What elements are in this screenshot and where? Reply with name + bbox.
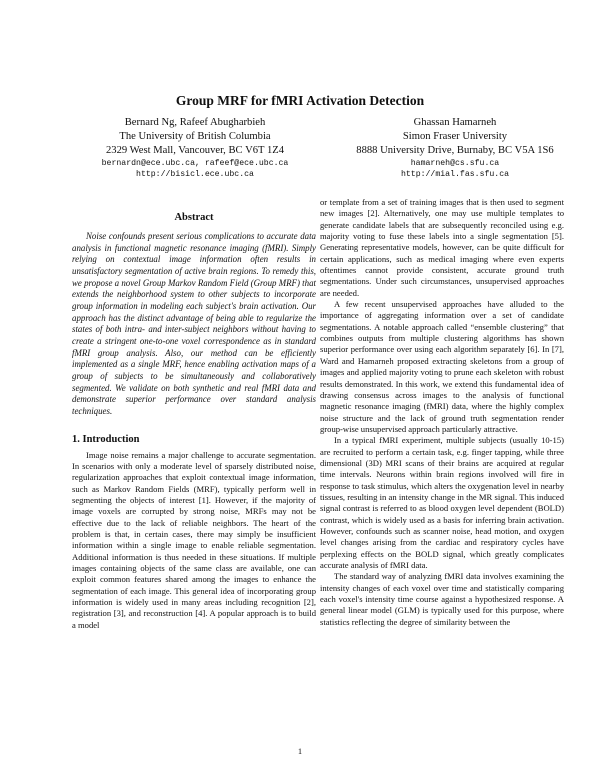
intro-paragraph-3: In a typical fMRI experiment, multiple subjects (usually 10-15) are recruited to perform a certain task, e.g. finger tapping, while three dimensional (3D) MRI scans of their brains are acquired at regular time intervals. Neurons within brain regions involved will fire in response to task stimulus, which alters the oxygenation level in nearby tissues, resulting in an intensity change in the MR signal. This induced signal contrast is referred to as blood oxygen level dependent (BOLD) contrast, which is widely used as a basis for inferring brain activation. However, confounds such as scanner noise, head motion, and oxygen level changes arising from the cardiac and respiratory cycles have perplexing effects on the BOLD signal, which greatly complicates accurate analysis of fMRI data. (320, 435, 564, 570)
author-url: http://bisicl.ece.ubc.ca (136, 170, 254, 179)
author-email: bernardn@ece.ubc.ca, rafeef@ece.ubc.ca (101, 159, 289, 168)
page-number: 1 (297, 746, 303, 756)
author-address: 2329 West Mall, Vancouver, BC V6T 1Z4 (105, 145, 285, 156)
author-affiliation: Simon Fraser University (402, 131, 508, 142)
intro-paragraph-1-continued: or template from a set of training images that is then used to segment new images [2]. Alternatively, one may use multiple templates to generate candidate labels that are subsequently reconciled using e.g. majority voting to fuse these labels into a single segmentation [5]. Generating representative models, however, can be quite difficult for certain applications, such as medical imaging where even experts oftentimes cannot provide consistent, accurate ground truth segmentations. Under such circumstances, unsupervised approaches are needed. (320, 197, 564, 298)
abstract-heading: Abstract (174, 212, 214, 223)
intro-paragraph-1: Image noise remains a major challenge to accurate segmentation. In scenarios with only a moderate level of sparsely distributed noise, regularization approaches that exploit contextual image information, such as Markov Random Fields (MRF), typically perform well in segmenting the objects of interest [1]. However, if the majority of image voxels are corrupted by strong noise, MRFs may not be effective due to the lack of reliable neighbors. The heart of the problem is that, in certain cases, there may simply be insufficient information within a single image to enable reliable segmentation. Additional information is thus needed in these situations. If multiple images containing objects of the same class are available, one can exploit common features shared among the images to enhance the segmentation of each image. This general idea of incorporating group information is widely used in many areas including recognition [2], registration [3], and reconstruction [4]. A popular approach is to build a model (72, 449, 316, 630)
intro-paragraph-2: A few recent unsupervised approaches have alluded to the importance of aggregating information over a set of candidate segmentations. A notable approach called “ensemble clustering” that combines outputs from multiple clustering algorithms has shown superior performance over using each algorithm separately [6]. In [7], Ward and Hamarneh proposed extracting skeletons from a group of images and applied majority voting to prune each skeleton with robust results demonstrated. In this work, we extend this fundamental idea of drawing consensus across images to the analysis of functional magnetic resonance imaging (fMRI) data, where the highly complex noise structure and the lack of ground truth segmentation render group-wise unsupervised approach particularly attractive. (320, 299, 564, 434)
right-column (320, 197, 564, 628)
author-block-sfu (330, 116, 580, 180)
author-block-ubc (70, 116, 320, 180)
author-address: 8888 University Drive, Burnaby, BC V5A 1S6 (356, 145, 554, 156)
abstract-text: Noise confounds present serious complications to accurate data analysis in functional magnetic resonance imaging (fMRI). Simply relying on contextual image information often results in unsatisfactory segmentation of active brain regions. To remedy this, we propose a novel Group Markov Random Field (Group MRF) that extends the neighborhood system to other subjects to incorporate group information in modeling each subject's brain activation. Our approach has the distinct advantage of being able to regularize the states of both intra- and inter-subject neighbors without having to create a stringent one-to-one voxel correspondence as in standard fMRI group analysis. Also, our method can be efficiently implemented as a single MRF, hence enabling activation maps of a group of subjects to be simultaneously and collaboratively segmented. We validate on both synthetic and real fMRI data and demonstrate superior performance over standard analysis techniques. (72, 231, 316, 416)
author-email: hamarneh@cs.sfu.ca (410, 159, 500, 168)
author-url: http://mial.fas.sfu.ca (400, 170, 510, 179)
author-names: Ghassan Hamarneh (413, 117, 497, 128)
introduction-heading: 1. Introduction (72, 433, 140, 445)
paper-title: Group MRF for fMRI Activation Detection (175, 93, 425, 108)
left-column (72, 212, 316, 631)
author-names: Bernard Ng, Rafeef Abugharbieh (124, 117, 266, 128)
author-affiliation: The University of British Columbia (119, 131, 271, 142)
intro-paragraph-4: The standard way of analyzing fMRI data involves examining the intensity changes of each voxel over time and statistically comparing each voxel's intensity time course against a hypothesized response. A general linear model (GLM) is typically used for this purpose, where statistics reflecting the degree of similarity between the (320, 571, 564, 627)
